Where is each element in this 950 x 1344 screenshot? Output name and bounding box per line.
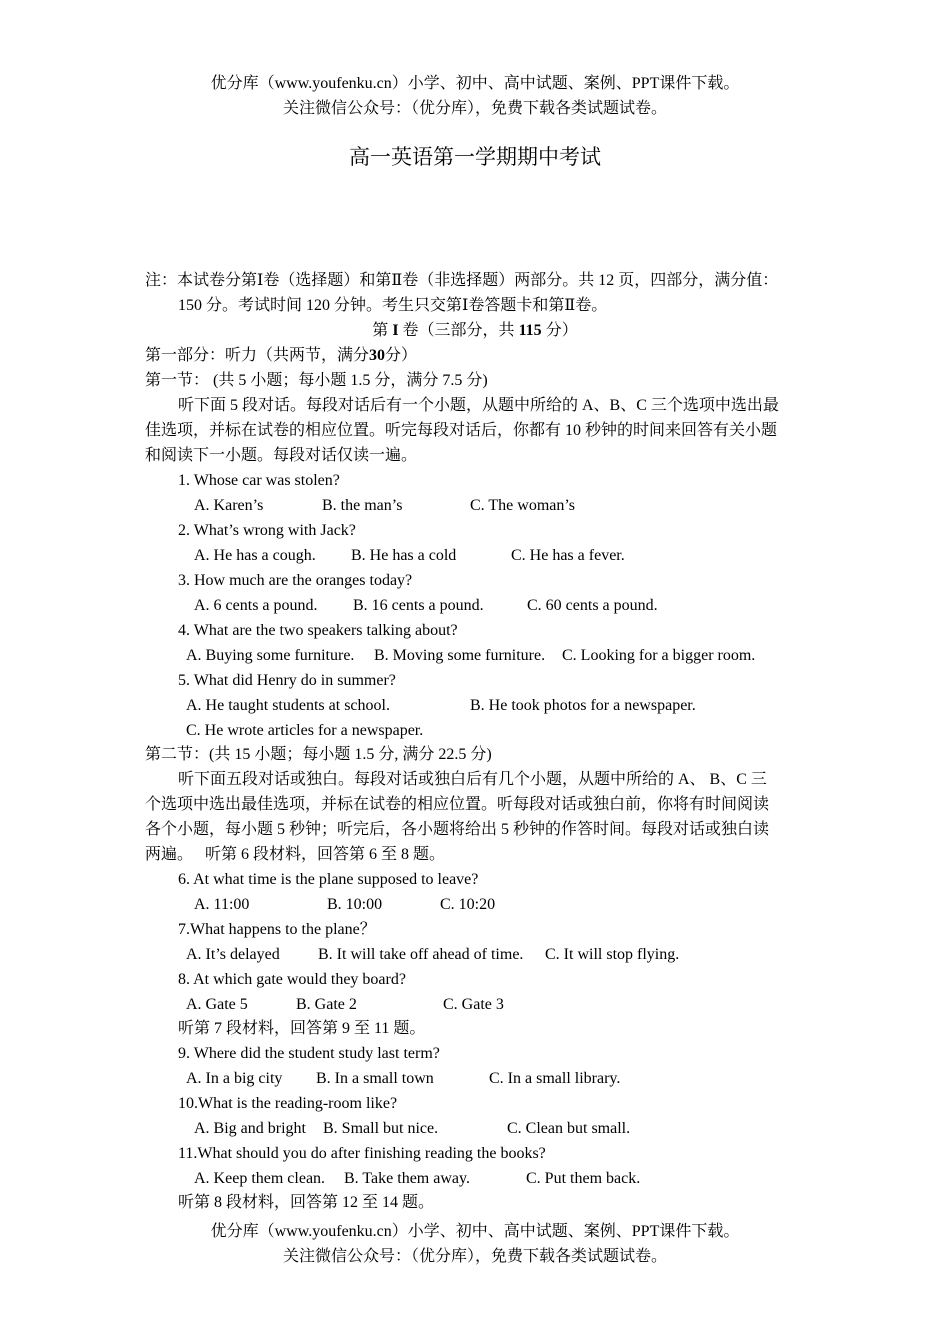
question-1-option-a: A. Karen’s [194, 497, 264, 514]
material-7-instruction: 听第 7 段材料，回答第 9 至 11 题。 [178, 1020, 426, 1037]
question-3-option-c: C. 60 cents a pound. [527, 597, 658, 614]
footer-line-1: 优分库（www.youfenku.cn）小学、初中、高中试题、案例、PPT课件下载。 [210, 1223, 740, 1240]
question-2-option-c: C. He has a fever. [511, 547, 625, 564]
question-9-option-b: B. In a small town [316, 1070, 434, 1087]
section-1-instruction-1: 听下面 5 段对话。每段对话后有一个小题，从题中所给的 A、B、C 三个选项中选出最 [178, 397, 779, 414]
question-7-option-c: C. It will stop flying. [545, 946, 680, 963]
question-10: 10.What is the reading-room like? [178, 1095, 398, 1112]
question-4-option-b: B. Moving some furniture. [374, 647, 546, 664]
part-1-post: 分） [385, 347, 418, 364]
question-4-option-a: A. Buying some furniture. [186, 647, 355, 664]
question-1-option-b: B. the man’s [322, 497, 403, 514]
section-2-instruction-4: 两遍。 听第 6 段材料，回答第 6 至 8 题。 [145, 846, 446, 863]
part-1-heading [145, 346, 417, 366]
question-3-option-a: A. 6 cents a pound. [194, 597, 318, 614]
question-3: 3. How much are the oranges today? [178, 572, 413, 589]
question-4: 4. What are the two speakers talking about? [178, 622, 458, 639]
volume-1-post: 分） [545, 322, 578, 339]
question-11-option-b: B. Take them away. [344, 1170, 470, 1187]
footer-line-2: 关注微信公众号：（优分库），免费下载各类试题试卷。 [282, 1248, 667, 1265]
question-7: 7.What happens to the plane？ [178, 921, 376, 938]
question-2-option-a: A. He has a cough. [194, 547, 316, 564]
question-9-option-c: C. In a small library. [489, 1070, 621, 1087]
question-10-option-a: A. Big and bright [194, 1120, 306, 1137]
note-line-1: 注：本试卷分第Ⅰ卷（选择题）和第Ⅱ卷（非选择题）两部分。共 12 页，四部分，满分值： [145, 272, 779, 289]
section-2-instruction-3: 各个小题，每小题 5 秒钟；听完后，各小题将给出 5 秒钟的作答时间。每段对话或独白读 [145, 821, 770, 838]
question-7-option-a: A. It’s delayed [186, 946, 280, 963]
volume-1-mid: 卷（三部分，共 [402, 322, 515, 339]
question-11-option-a: A. Keep them clean. [194, 1170, 326, 1187]
question-8-option-a: A. Gate 5 [186, 996, 248, 1013]
note-line-2: 150 分。考试时间 120 分钟。考生只交第Ⅰ卷答题卡和第Ⅱ卷。 [178, 297, 608, 314]
material-8-instruction: 听第 8 段材料，回答第 12 至 14 题。 [178, 1194, 435, 1211]
header-line-2: 关注微信公众号：（优分库），免费下载各类试题试卷。 [282, 100, 667, 117]
question-5: 5. What did Henry do in summer? [178, 672, 396, 689]
volume-1-pre: 第 [372, 322, 389, 339]
question-8-option-b: B. Gate 2 [296, 996, 357, 1013]
volume-1-score: 115 [518, 322, 542, 339]
question-6-option-a: A. 11:00 [194, 896, 250, 913]
question-5-option-b: B. He took photos for a newspaper. [470, 697, 696, 714]
section-2-instruction-1: 听下面五段对话或独白。每段对话或独白后有几个小题，从题中所给的 A、 B、C 三 [178, 771, 767, 788]
question-5-option-c: C. He wrote articles for a newspaper. [186, 722, 424, 739]
question-6: 6. At what time is the plane supposed to leave? [178, 871, 479, 888]
question-5-option-a: A. He taught students at school. [186, 697, 390, 714]
section-1-instruction-2: 佳选项，并标在试卷的相应位置。听完每段对话后，你都有 10 秒钟的时间来回答有关小题 [145, 422, 778, 439]
question-4-option-c: C. Looking for a bigger room. [562, 647, 756, 664]
question-8-option-c: C. Gate 3 [443, 996, 504, 1013]
question-9-option-a: A. In a big city [186, 1070, 283, 1087]
volume-1-heading [0, 321, 950, 341]
question-8: 8. At which gate would they board? [178, 971, 406, 988]
question-9: 9. Where did the student study last term? [178, 1045, 440, 1062]
exam-title: 高一英语第一学期期中考试 [349, 145, 601, 169]
section-2-instruction-2: 个选项中选出最佳选项，并标在试卷的相应位置。听每段对话或独白前，你将有时间阅读 [145, 796, 770, 813]
question-11: 11.What should you do after finishing reading the books? [178, 1145, 546, 1162]
question-1: 1. Whose car was stolen? [178, 472, 340, 489]
part-1-score: 30 [369, 347, 386, 364]
question-7-option-b: B. It will take off ahead of time. [318, 946, 524, 963]
header-line-1: 优分库（www.youfenku.cn）小学、初中、高中试题、案例、PPT课件下载。 [210, 75, 740, 92]
question-6-option-b: B. 10:00 [327, 896, 383, 913]
question-10-option-c: C. Clean but small. [507, 1120, 631, 1137]
question-11-option-c: C. Put them back. [526, 1170, 641, 1187]
question-10-option-b: B. Small but nice. [323, 1120, 439, 1137]
volume-1-num: I [392, 322, 399, 339]
section-1-heading: 第一节： (共 5 小题；每小题 1.5 分，满分 7.5 分) [145, 372, 488, 389]
section-1-instruction-3: 和阅读下一小题。每段对话仅读一遍。 [145, 447, 418, 464]
question-3-option-b: B. 16 cents a pound. [353, 597, 484, 614]
part-1-pre: 第一部分：听力（共两节，满分 [145, 347, 370, 364]
question-2: 2. What’s wrong with Jack? [178, 522, 356, 539]
question-1-option-c: C. The woman’s [470, 497, 576, 514]
question-2-option-b: B. He has a cold [351, 547, 457, 564]
section-2-heading: 第二节：(共 15 小题；每小题 1.5 分, 满分 22.5 分) [145, 746, 492, 763]
question-6-option-c: C. 10:20 [440, 896, 496, 913]
